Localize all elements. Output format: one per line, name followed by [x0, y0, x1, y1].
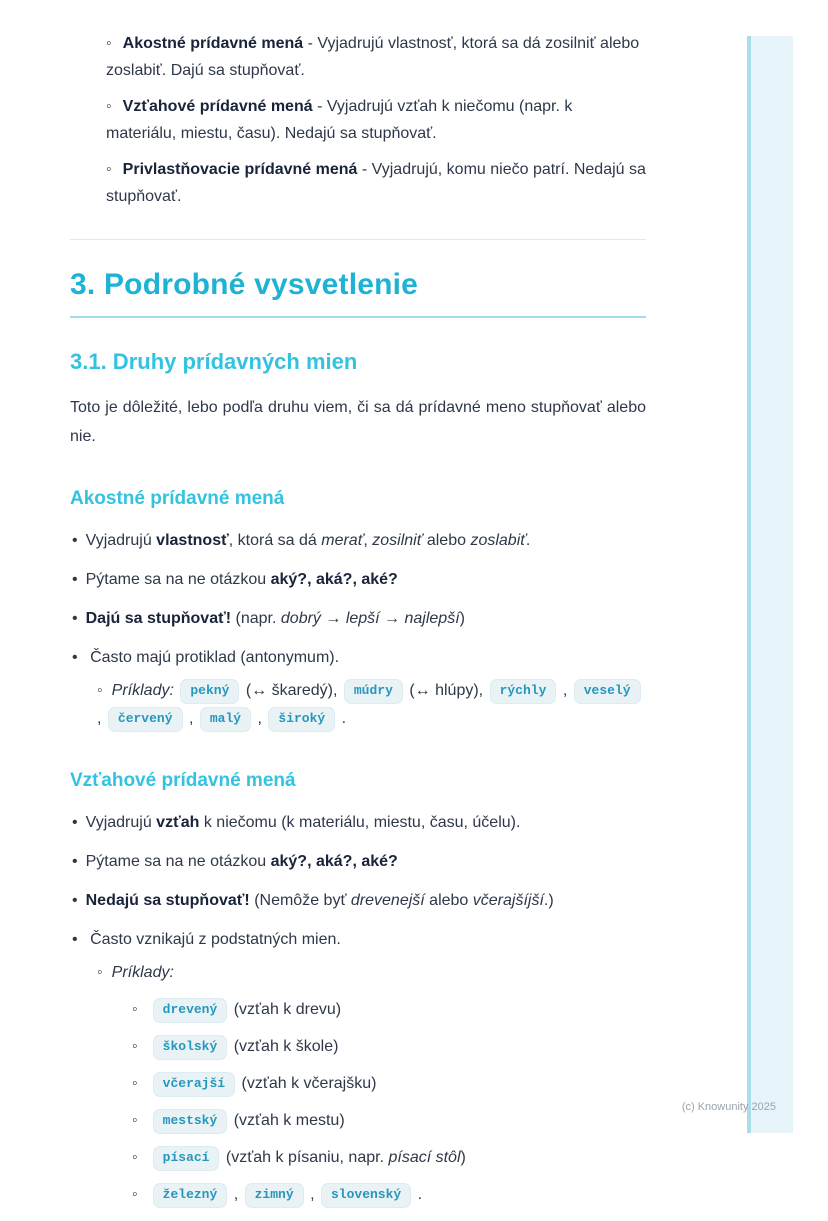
page-side-scroll-track	[747, 36, 793, 1133]
subsection-heading: 3.1. Druhy prídavných mien	[70, 349, 358, 374]
text-run: .	[525, 532, 531, 549]
text-run: )	[459, 610, 465, 627]
text-run: Vyjadrujú	[85, 814, 157, 831]
text-run: (↔ škaredý),	[241, 682, 342, 699]
text-run: - Vyjadrujú, komu niečo patrí. Nedajú sa stupňovať.	[106, 161, 646, 205]
list-item	[70, 887, 646, 914]
text-run: ,	[229, 1186, 243, 1203]
code-badge: červený	[108, 707, 183, 732]
text-run: zoslabiť	[470, 532, 526, 549]
text-run: lepší	[345, 610, 380, 627]
code-badge: včerajší	[153, 1072, 235, 1097]
code-badge: veselý	[574, 679, 641, 704]
text-run: .	[413, 1186, 423, 1203]
code-badge: malý	[200, 707, 251, 732]
code-badge: školský	[153, 1035, 228, 1060]
intro-list	[70, 30, 646, 210]
text-run: Vyjadrujú	[85, 532, 157, 549]
text-run: - Vyjadrujú vzťah k niečomu (napr. k materiálu, miestu, času). Nedajú sa stupňovať.	[106, 98, 573, 142]
text-run: Vzťahové prídavné mená	[122, 98, 313, 115]
list-item	[70, 848, 646, 875]
text-run: Nedajú sa stupňovať!	[85, 892, 250, 909]
code-badge: drevený	[153, 998, 228, 1023]
text-run: Príklady:	[111, 964, 174, 981]
list-item	[70, 566, 646, 593]
list-item	[70, 926, 646, 1209]
code-badge: rýchly	[490, 679, 557, 704]
text-run: →	[320, 610, 346, 627]
code-badge: zimný	[245, 1183, 304, 1208]
paragraph: Toto je dôležité, lebo podľa druhu viem, či sa dá prídavné meno stupňovať alebo nie.	[70, 399, 646, 445]
document-content	[70, 30, 646, 1221]
text-run: (napr.	[231, 610, 281, 627]
section-divider	[70, 239, 646, 240]
text-run: ,	[558, 682, 572, 699]
list-item	[70, 156, 646, 210]
list-item	[70, 30, 646, 84]
text-run: Pýtame sa na ne otázkou	[85, 571, 271, 588]
list-item	[70, 527, 646, 554]
copyright-note: (c) Knowunity 2025	[681, 1101, 776, 1113]
text-run: .	[337, 710, 347, 727]
akostne-examples-list	[72, 677, 646, 733]
list-item	[70, 644, 646, 733]
code-badge: slovenský	[321, 1183, 411, 1208]
text-run: najlepší	[404, 610, 460, 627]
text-run: alebo	[422, 532, 471, 549]
text-run: alebo	[424, 892, 473, 909]
text-run: ,	[363, 532, 373, 549]
text-run: (vzťah k včerajšku)	[237, 1075, 377, 1092]
text-run: aký?, aká?, aké?	[270, 853, 398, 870]
text-run: písací stôl	[388, 1149, 461, 1166]
list-item	[72, 1181, 646, 1209]
text-run	[90, 931, 341, 948]
vztahove-examples-list	[72, 996, 646, 1209]
text-run: Často majú protiklad (antonymum).	[90, 649, 340, 666]
list-item	[72, 1107, 646, 1135]
list-item	[70, 93, 646, 147]
text-run: - Vyjadrujú vlastnosť, ktorá sa dá zosilniť alebo zoslabiť. Dajú sa stupňovať.	[106, 35, 640, 79]
list-item	[72, 1070, 646, 1098]
vztahove-priklady-label-list	[72, 959, 646, 986]
list-item	[72, 677, 646, 733]
text-run: zosilniť	[372, 532, 423, 549]
text-run: aký?, aká?, aké?	[270, 571, 398, 588]
text-run: ,	[184, 710, 198, 727]
subheading-akostne: Akostné prídavné mená	[70, 488, 285, 509]
subheading-vztahove: Vzťahové prídavné mená	[70, 770, 296, 791]
text-run: Privlastňovacie prídavné mená	[122, 161, 358, 178]
code-badge: železný	[153, 1183, 228, 1208]
list-item	[72, 996, 646, 1024]
code-badge: pekný	[180, 679, 239, 704]
text-run: , ktorá sa dá	[228, 532, 322, 549]
text-run: .)	[543, 892, 554, 909]
text-run: drevenejší	[350, 892, 425, 909]
text-run: k niečomu (k materiálu, miestu, času, účelu).	[199, 814, 521, 831]
text-run: ,	[305, 1186, 319, 1203]
text-run: Príklady:	[111, 682, 174, 699]
code-badge: písací	[153, 1146, 220, 1171]
list-item	[70, 605, 646, 632]
text-run: vlastnosť	[156, 532, 229, 549]
text-run	[174, 682, 178, 699]
text-run: (↔ hlúpy),	[404, 682, 488, 699]
section-heading: 3. Podrobné vysvetlenie	[70, 267, 646, 318]
text-run: Akostné prídavné mená	[122, 35, 304, 52]
code-badge: mestský	[153, 1109, 228, 1134]
text-run: (vzťah k mestu)	[229, 1112, 345, 1129]
text-run: vzťah	[156, 814, 200, 831]
text-run: (Nemôže byť	[249, 892, 351, 909]
akostne-list	[70, 527, 646, 733]
text-run: )	[460, 1149, 466, 1166]
vztahove-list	[70, 809, 646, 1209]
code-badge: široký	[268, 707, 335, 732]
text-run: (vzťah k písaniu, napr.	[221, 1149, 389, 1166]
text-run	[90, 649, 339, 666]
text-run: Dajú sa stupňovať!	[85, 610, 232, 627]
text-run: (vzťah k škole)	[229, 1038, 339, 1055]
text-run: včerajšíjší	[472, 892, 544, 909]
text-run: Často vznikajú z podstatných mien.	[90, 931, 341, 948]
text-run: dobrý	[280, 610, 321, 627]
code-badge: múdry	[344, 679, 403, 704]
text-run: ,	[97, 710, 106, 727]
list-item	[72, 959, 646, 986]
list-item	[72, 1033, 646, 1061]
text-run: merať	[321, 532, 364, 549]
text-run: (vzťah k drevu)	[229, 1001, 342, 1018]
text-run: Pýtame sa na ne otázkou	[85, 853, 271, 870]
list-item	[70, 809, 646, 836]
text-run: ,	[253, 710, 267, 727]
list-item	[72, 1144, 646, 1172]
text-run: →	[379, 610, 405, 627]
